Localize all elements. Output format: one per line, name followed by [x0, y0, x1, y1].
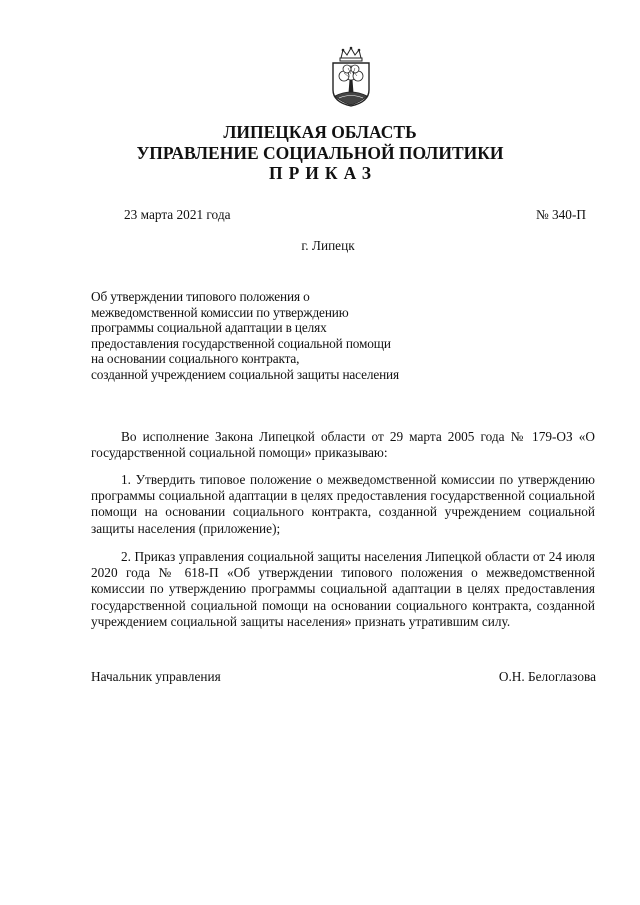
item-1-paragraph: 1. Утвердить типовое положение о межведомственной комиссии по утверждению программы социальной адаптации в целях предоставления государственной социальной помощи на основании социального контракта, созданной учреждением социальной защиты населения (приложение);: [91, 472, 595, 536]
department-title: УПРАВЛЕНИЕ СОЦИАЛЬНОЙ ПОЛИТИКИ: [136, 143, 504, 163]
document-type-title: ПРИКАЗ: [268, 163, 378, 183]
signatory-position: Начальник управления: [91, 669, 221, 684]
subject-line: созданной учреждением социальной защиты населения: [91, 366, 399, 382]
item-2-paragraph: 2. Приказ управления социальной защиты населения Липецкой области от 24 июля 2020 года № 618-П «Об утверждении типового положения о межведомственной комиссии по утверждению программы социальной адаптации в целях предоставления государственной социальной помощи на основании социального контракта, созданной учреждением социальной защиты населения» признать утратившим силу.: [91, 549, 595, 629]
order-number: № 340-П: [536, 207, 586, 222]
subject-line: программы социальной адаптации в целях: [91, 320, 327, 336]
order-subject: [91, 289, 399, 383]
preamble-paragraph: Во исполнение Закона Липецкой области от 29 марта 2005 года № 179-ОЗ «О государственной социальной помощи» приказываю:: [91, 429, 595, 461]
region-title: ЛИПЕЦКАЯ ОБЛАСТЬ: [223, 122, 417, 142]
subject-line: на основании социального контракта,: [91, 351, 300, 367]
order-city: г. Липецк: [301, 238, 355, 253]
signatory-name: О.Н. Белоглазова: [498, 669, 596, 684]
subject-line: межведомственной комиссии по утверждению: [91, 304, 349, 320]
subject-line: Об утверждении типового положения о: [91, 289, 310, 304]
subject-line: предоставления государственной социальной помощи: [91, 335, 391, 351]
order-date: 23 марта 2021 года: [124, 207, 231, 222]
coat-of-arms-icon: [327, 46, 375, 108]
